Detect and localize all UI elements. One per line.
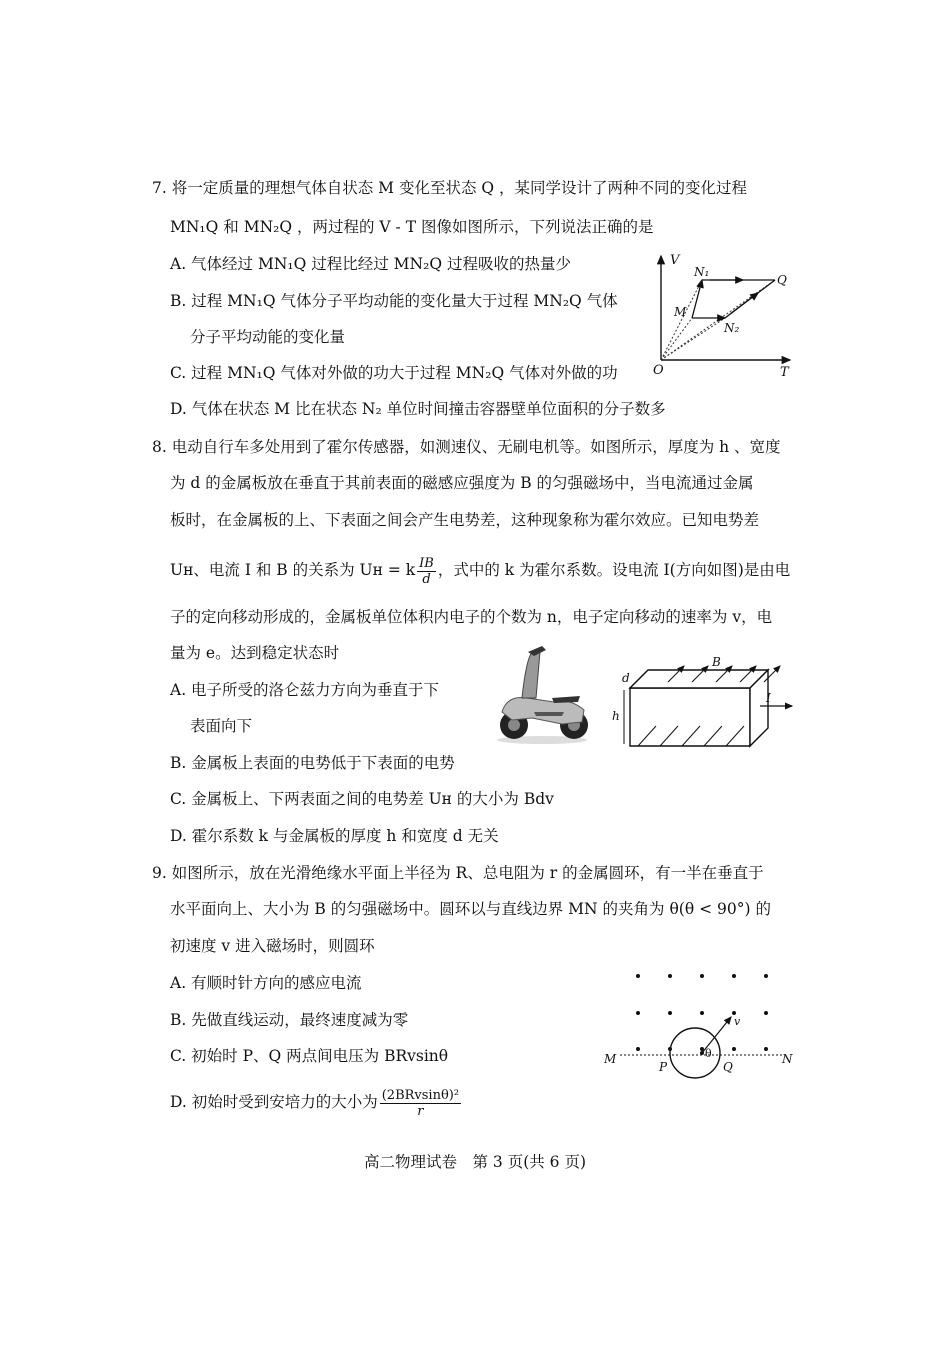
q8-line5: 子的定向移动形成的，金属板单位体积内电子的个数为 n，电子定向移动的速率为 v，电 [170,608,773,626]
q8-line6: 量为 e。达到稳定状态时 [170,644,340,662]
q8-frac-den: d [422,571,431,587]
q8-line4-pre: Uн、电流 I 和 B 的关系为 Uн = k [170,561,416,579]
b-label: B [712,655,721,669]
q9-ring-diagram [600,965,800,1090]
q9-option-d [170,1082,463,1122]
q8-frac-num: IB [419,555,434,571]
t-axis-label: T [780,365,789,380]
q9-option-a: A. 有顺时针方向的感应电流 [170,974,362,992]
q7-option-d: D. 气体在状态 M 比在状态 N₂ 单位时间撞击容器壁单位面积的分子数多 [170,400,666,418]
q8-option-c: C. 金属板上、下两表面之间的电势差 Uн 的大小为 Bdv [170,790,554,808]
n-label: N [782,1052,793,1066]
q-label: Q [777,273,787,287]
q8-line2: 为 d 的金属板放在垂直于其前表面的磁感应强度为 B 的匀强磁场中，当电流通过金属 [170,474,754,492]
q9-line3: 初速度 v 进入磁场时，则圆环 [170,937,375,955]
q8-line4-post: ，式中的 k 为霍尔系数。设电流 I(方向如图)是由电 [437,561,791,579]
q8-hall-plate-diagram [600,650,800,750]
q8-option-a-line1: A. 电子所受的洛仑兹力方向为垂直于下 [170,681,440,699]
v-label: v [734,1015,741,1028]
q7-vt-diagram [640,250,800,380]
q7-stem-line1: 7. 将一定质量的理想气体自状态 M 变化至状态 Q ，某同学设计了两种不同的变化过程 [152,179,748,197]
m-label: M [604,1052,617,1066]
q7-option-b-line1: B. 过程 MN₁Q 气体分子平均动能的变化量大于过程 MN₂Q 气体 [170,292,618,310]
v-axis-label: V [670,253,680,268]
q8-line1: 8. 电动自行车多处用到了霍尔传感器，如测速仪、无刷电机等。如图所示，厚度为 h 、宽度 [152,438,781,456]
n1-label: N₁ [694,265,710,279]
metal-ring [670,1028,720,1078]
q9-option-c: C. 初始时 P、Q 两点间电压为 BRvsinθ [170,1047,449,1065]
q9-option-d-pre: D. 初始时受到安培力的大小为 [170,1093,378,1111]
q8-line4 [170,552,790,588]
q9-option-b: B. 先做直线运动，最终速度减为零 [170,1011,409,1029]
q7-stem-line2: MN₁Q 和 MN₂Q ，两过程的 V - T 图像如图所示，下列说法正确的是 [170,218,654,236]
q8-line3: 板时，在金属板的上、下表面之间会产生电势差，这种现象称为霍尔效应。已知电势差 [170,511,760,529]
page-footer: 高二物理试卷 第 3 页(共 6 页) [363,1153,587,1171]
q8-option-a-line2: 表面向下 [190,717,253,735]
q9-line1: 9. 如图所示，放在光滑绝缘水平面上半径为 R、总电阻为 r 的金属圆环，有一半在垂直于 [152,864,764,882]
q9-frac-num: (2BRvsinθ)² [381,1087,460,1103]
m-label: M [674,305,687,319]
q7-option-b-line2: 分子平均动能的变化量 [190,328,346,346]
scooter-image [492,640,592,745]
q-label: Q [723,1060,733,1074]
n2-label: N₂ [724,321,740,335]
q9-force-fraction [380,1088,461,1119]
q8-option-b: B. 金属板上表面的电势低于下表面的电势 [170,754,455,772]
p-label: P [659,1060,668,1074]
h-label: h [612,709,620,723]
q7-option-a: A. 气体经过 MN₁Q 过程比经过 MN₂Q 过程吸收的热量少 [170,255,571,273]
i-label: I [766,691,771,705]
q9-frac-den: r [417,1103,424,1119]
q8-option-d: D. 霍尔系数 k 与金属板的厚度 h 和宽度 d 无关 [170,827,499,845]
q9-line2: 水平面向上、大小为 B 的匀强磁场中。圆环以与直线边界 MN 的夹角为 θ(θ < 90°) 的 [170,900,771,918]
magnetic-field-dots [636,974,768,1051]
d-label: d [622,671,630,685]
theta-label: θ [705,1047,712,1060]
q8-formula-fraction [417,556,436,587]
origin-label: O [653,363,664,378]
q7-option-c: C. 过程 MN₁Q 气体对外做的功大于过程 MN₂Q 气体对外做的功 [170,364,618,382]
